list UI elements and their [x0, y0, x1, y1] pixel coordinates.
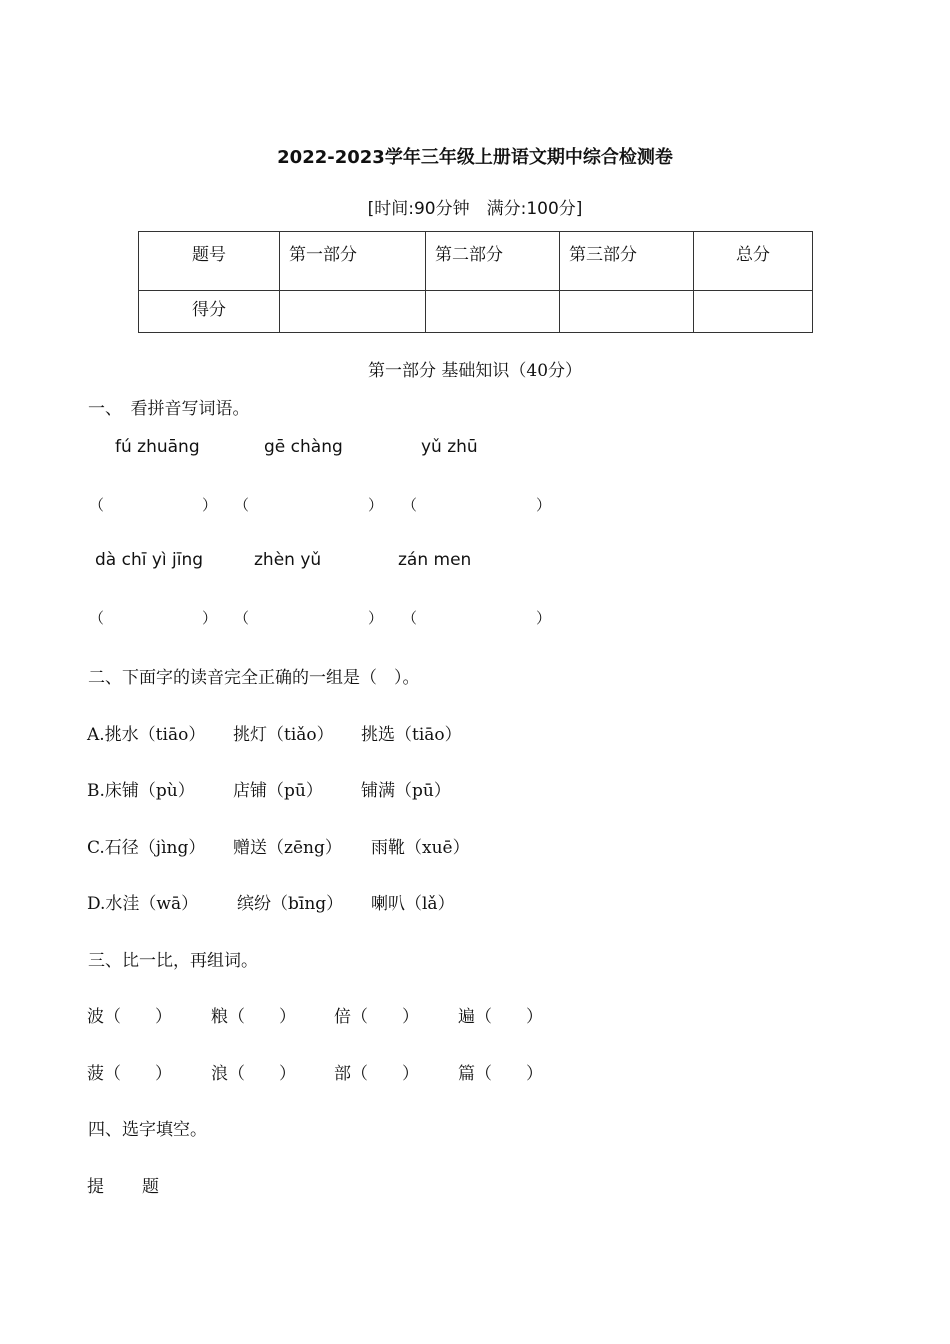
score-cell-total[interactable]	[694, 291, 813, 333]
q1-pinyin-1: fú zhuāng	[115, 437, 200, 457]
answer-paren-open: （	[89, 496, 105, 514]
q2-option-a-1: A.挑水（tiāo）	[87, 725, 206, 745]
q3-title: 三、比一比，再组词。	[88, 951, 258, 971]
answer-paren-open: （	[234, 609, 250, 627]
q2-title: 二、下面字的读音完全正确的一组是（ ）。	[88, 668, 420, 688]
q3-compare-item: 篇（ ）	[458, 1064, 543, 1084]
exam-title: 2022-2023学年三年级上册语文期中综合检测卷	[277, 147, 673, 168]
q3-compare-item: 部（ ）	[334, 1064, 419, 1084]
score-table-score-row	[139, 291, 813, 333]
answer-paren-open: （	[402, 609, 418, 627]
q1-pinyin-6: zán men	[398, 550, 472, 570]
score-cell-part1[interactable]	[280, 291, 426, 333]
answer-paren-close: ）	[536, 496, 552, 514]
q1-pinyin-2: gē chàng	[264, 437, 343, 457]
row-label-score: 得分	[139, 291, 280, 333]
q3-compare-item: 粮（ ）	[211, 1007, 296, 1027]
answer-paren-close: ）	[202, 609, 218, 627]
q2-option-c-3: 雨靴（xuē）	[371, 838, 470, 858]
answer-paren-close: ）	[368, 496, 384, 514]
q3-compare-item: 菠（ ）	[87, 1064, 172, 1084]
q1-pinyin-3: yǔ zhū	[421, 437, 478, 457]
q2-option-d-1: D.水洼（wā）	[87, 894, 199, 914]
q4-title: 四、选字填空。	[88, 1120, 207, 1140]
answer-paren-open: （	[234, 496, 250, 514]
q2-option-a-3: 挑选（tiāo）	[361, 725, 462, 745]
answer-paren-close: ）	[202, 496, 218, 514]
q1-title: 一、 看拼音写词语。	[88, 399, 250, 419]
q2-option-b-1: B.床铺（pù）	[87, 781, 195, 801]
q3-compare-item: 浪（ ）	[211, 1064, 296, 1084]
header-cell-part1: 第一部分	[280, 232, 426, 291]
q1-pinyin-4: dà chī yì jīng	[95, 550, 204, 570]
q2-option-a-2: 挑灯（tiǎo）	[233, 725, 334, 745]
section-heading-part1: 第一部分 基础知识（40分）	[367, 361, 583, 381]
answer-paren-close: ）	[536, 609, 552, 627]
q1-pinyin-5: zhèn yǔ	[254, 550, 322, 570]
header-cell-part3: 第三部分	[560, 232, 694, 291]
q2-option-d-2: 缤纷（bīng）	[237, 894, 344, 914]
score-cell-part3[interactable]	[560, 291, 694, 333]
exam-time-info: [时间:90分钟 满分:100分]	[367, 199, 583, 219]
q4-choice-char-2: 题	[142, 1177, 159, 1197]
score-table	[138, 231, 813, 333]
q2-option-b-2: 店铺（pū）	[233, 781, 323, 801]
q3-compare-item: 遍（ ）	[458, 1007, 543, 1027]
header-cell-number: 题号	[139, 232, 280, 291]
header-cell-part2: 第二部分	[426, 232, 560, 291]
score-table-header-row	[139, 232, 813, 291]
q3-compare-item: 倍（ ）	[334, 1007, 419, 1027]
answer-paren-open: （	[402, 496, 418, 514]
score-cell-part2[interactable]	[426, 291, 560, 333]
header-cell-total: 总分	[694, 232, 813, 291]
answer-paren-open: （	[89, 609, 105, 627]
q4-choice-char-1: 提	[87, 1177, 104, 1197]
q2-option-c-2: 赠送（zēng）	[233, 838, 342, 858]
q2-option-c-1: C.石径（jìng）	[87, 838, 206, 858]
q3-compare-item: 波（ ）	[87, 1007, 172, 1027]
q2-option-b-3: 铺满（pū）	[361, 781, 451, 801]
q2-option-d-3: 喇叭（lǎ）	[371, 894, 455, 914]
answer-paren-close: ）	[368, 609, 384, 627]
